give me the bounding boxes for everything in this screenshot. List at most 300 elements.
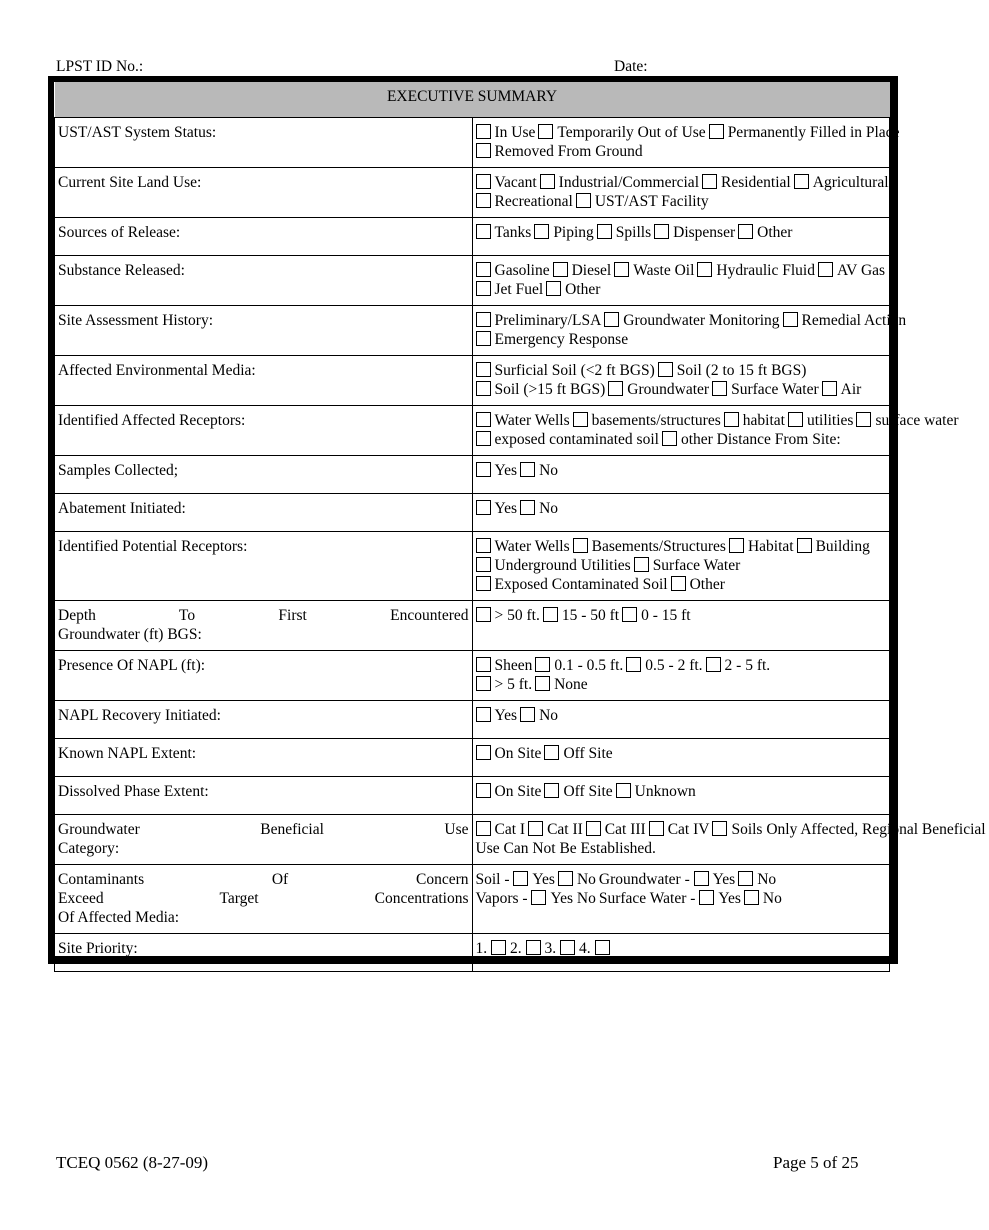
checkbox-option[interactable]: [531, 890, 595, 907]
option-label: Soils Only Affected, Regional Beneficial: [731, 821, 986, 838]
checkbox-option[interactable]: [476, 362, 655, 379]
row-label: [55, 651, 473, 701]
row-label: [55, 865, 473, 934]
checkbox[interactable]: [626, 657, 641, 672]
row-options: [472, 815, 986, 865]
form-row: [55, 494, 890, 532]
priority-checkbox[interactable]: [595, 940, 610, 955]
checkbox-option[interactable]: [476, 174, 537, 191]
checkbox[interactable]: [476, 281, 491, 296]
row-options: [472, 356, 890, 406]
row-label: [55, 934, 473, 972]
checkbox-option[interactable]: [788, 412, 854, 429]
checkbox[interactable]: [608, 381, 623, 396]
option-line: [476, 330, 887, 349]
checkbox[interactable]: [476, 607, 491, 622]
option-label: Remedial Action: [801, 312, 907, 329]
checkbox[interactable]: [531, 890, 546, 905]
form-row: [55, 815, 890, 865]
checkbox-option[interactable]: [558, 871, 596, 888]
option-line: [476, 820, 986, 839]
checkbox-option[interactable]: [528, 821, 583, 838]
checkbox[interactable]: [671, 576, 686, 591]
checkbox-option[interactable]: [697, 262, 815, 279]
checkbox[interactable]: [794, 174, 809, 189]
checkbox-option[interactable]: [616, 783, 696, 800]
checkbox-option[interactable]: [546, 281, 600, 298]
row-label-text: Dissolved Phase Extent:: [58, 783, 209, 800]
checkbox-option[interactable]: [534, 224, 593, 241]
option-line: [476, 280, 887, 299]
checkbox[interactable]: [476, 557, 491, 572]
option-line: [476, 461, 887, 480]
row-options: [472, 532, 890, 601]
checkbox-option[interactable]: [476, 262, 550, 279]
row-label: [55, 532, 473, 601]
checkbox-option[interactable]: [476, 607, 540, 624]
checkbox-option[interactable]: [476, 281, 544, 298]
form-row: [55, 651, 890, 701]
option-label: Groundwater Monitoring: [623, 312, 780, 329]
row-label-text: Site Priority:: [58, 940, 138, 957]
checkbox[interactable]: [476, 412, 491, 427]
checkbox-option[interactable]: [783, 312, 907, 329]
option-label: Cat IV: [667, 821, 710, 838]
checkbox[interactable]: [822, 381, 837, 396]
option-label: No: [576, 871, 596, 888]
option-label: Underground Utilities: [494, 557, 631, 574]
row-label-text: Identified Potential Receptors:: [58, 538, 248, 555]
checkbox[interactable]: [658, 362, 673, 377]
checkbox[interactable]: [724, 412, 739, 427]
option-label: Other: [757, 224, 793, 241]
checkbox-option[interactable]: [576, 193, 709, 210]
row-label: [55, 406, 473, 456]
row-label-text: Identified Affected Receptors:: [58, 412, 246, 429]
option-label: Dispenser: [673, 224, 736, 241]
option-label: No: [762, 890, 782, 907]
row-label-text: Abatement Initiated:: [58, 500, 186, 517]
checkbox-option[interactable]: [476, 538, 570, 555]
option-line: [476, 656, 887, 675]
checkbox[interactable]: [702, 174, 717, 189]
checkbox[interactable]: [856, 412, 871, 427]
option-label: Off Site: [563, 745, 613, 762]
option-label: Surficial Soil (<2 ft BGS): [494, 362, 655, 379]
row-options: [472, 218, 890, 256]
checkbox-option[interactable]: [476, 381, 606, 398]
checkbox[interactable]: [544, 783, 559, 798]
checkbox-option[interactable]: [699, 890, 741, 907]
checkbox-option[interactable]: [476, 331, 629, 348]
checkbox-option[interactable]: [694, 871, 736, 888]
option-line: [476, 311, 907, 330]
option-line: [476, 430, 887, 449]
row-label-text: Sources of Release:: [58, 224, 181, 241]
checkbox-option[interactable]: [520, 462, 558, 479]
checkbox-option[interactable]: [535, 657, 623, 674]
option-line: [476, 173, 887, 192]
option-label: No: [757, 871, 777, 888]
form-row: [55, 118, 890, 168]
option-label: Agricultural: [812, 174, 889, 191]
checkbox[interactable]: [614, 262, 629, 277]
checkbox[interactable]: [476, 174, 491, 189]
checkbox[interactable]: [697, 262, 712, 277]
checkbox-option[interactable]: [671, 576, 725, 593]
row-options: [472, 934, 890, 972]
option-label: Yes: [494, 500, 518, 517]
soil-label: Soil -: [475, 871, 510, 888]
checkbox[interactable]: [538, 124, 553, 139]
row-label-text: Known NAPL Extent:: [58, 745, 197, 762]
checkbox-option[interactable]: [538, 124, 705, 141]
checkbox[interactable]: [558, 871, 573, 886]
form-row: [55, 739, 890, 777]
checkbox[interactable]: [597, 224, 612, 239]
row-label-text: Samples Collected;: [58, 462, 179, 479]
row-label-text: Exceed Target Concentrations: [58, 890, 469, 907]
row-label: [55, 218, 473, 256]
checkbox[interactable]: [706, 657, 721, 672]
checkbox[interactable]: [520, 707, 535, 722]
option-line: [476, 261, 887, 280]
option-label: Removed From Ground: [494, 143, 643, 160]
form-row: [55, 168, 890, 218]
checkbox[interactable]: [604, 312, 619, 327]
checkbox[interactable]: [797, 538, 812, 553]
form-row: [55, 934, 890, 972]
checkbox-option[interactable]: [476, 412, 570, 429]
row-options: [472, 601, 890, 651]
option-label: Other: [689, 576, 725, 593]
option-label: On Site: [494, 745, 542, 762]
row-label-text: Contaminants Of Concern: [58, 871, 469, 888]
option-line: [476, 706, 887, 725]
checkbox[interactable]: [476, 657, 491, 672]
row-label: [55, 306, 473, 356]
checkbox-option[interactable]: [520, 707, 558, 724]
checkbox[interactable]: [788, 412, 803, 427]
checkbox-option[interactable]: [573, 538, 726, 555]
option-label: Groundwater: [627, 381, 710, 398]
row-options: [472, 118, 900, 168]
priority-number: 2.: [510, 940, 522, 957]
priority-checkbox[interactable]: [491, 940, 506, 955]
option-label: Unknown: [634, 783, 696, 800]
row-options: [472, 494, 890, 532]
checkbox-option[interactable]: [476, 707, 518, 724]
section-title: EXECUTIVE SUMMARY: [55, 82, 890, 118]
checkbox-option[interactable]: [476, 821, 526, 838]
checkbox-option[interactable]: [476, 312, 602, 329]
checkbox-option[interactable]: [626, 657, 702, 674]
checkbox-option[interactable]: [702, 174, 791, 191]
option-label: Tanks: [494, 224, 532, 241]
option-label: Water Wells: [494, 538, 570, 555]
checkbox-option[interactable]: [535, 676, 588, 693]
checkbox-option[interactable]: [476, 143, 643, 160]
option-line: [476, 675, 887, 694]
row-label: [55, 739, 473, 777]
checkbox[interactable]: [662, 431, 677, 446]
form-row: [55, 456, 890, 494]
option-label: Surface Water: [731, 381, 819, 398]
checkbox-option[interactable]: [553, 262, 612, 279]
option-label: Habitat: [747, 538, 794, 555]
checkbox-option[interactable]: [586, 821, 646, 838]
option-label: Building: [815, 538, 870, 555]
checkbox[interactable]: [576, 193, 591, 208]
checkbox-option[interactable]: [738, 871, 776, 888]
checkbox[interactable]: [476, 745, 491, 760]
option-label: Air: [840, 381, 862, 398]
form-row: [55, 306, 890, 356]
date-label: Date:: [614, 58, 648, 75]
checkbox[interactable]: [712, 821, 727, 836]
checkbox-option[interactable]: [856, 412, 958, 429]
option-line: [476, 575, 887, 594]
checkbox-option[interactable]: [744, 890, 782, 907]
option-label: other Distance From Site:: [680, 431, 841, 448]
row-label-text: Of Affected Media:: [58, 909, 180, 926]
checkbox-option[interactable]: [712, 821, 985, 838]
checkbox-option[interactable]: [476, 576, 668, 593]
row-label: [55, 256, 473, 306]
option-label: Other: [565, 281, 601, 298]
checkbox-option[interactable]: [712, 381, 819, 398]
option-label: Preliminary/LSA: [494, 312, 602, 329]
row-label: [55, 168, 473, 218]
checkbox-option[interactable]: [729, 538, 794, 555]
option-label: 0 - 15 ft: [641, 607, 691, 624]
checkbox-option[interactable]: [608, 381, 709, 398]
checkbox[interactable]: [709, 124, 724, 139]
checkbox[interactable]: [573, 412, 588, 427]
checkbox[interactable]: [476, 362, 491, 377]
checkbox[interactable]: [699, 890, 714, 905]
option-label: Industrial/Commercial: [558, 174, 699, 191]
checkbox[interactable]: [649, 821, 664, 836]
option-label: Piping: [553, 224, 594, 241]
checkbox-option[interactable]: [709, 124, 900, 141]
executive-summary-table-wrap: [53, 81, 986, 957]
option-label: Yes: [532, 871, 555, 888]
checkbox[interactable]: [553, 262, 568, 277]
checkbox-option[interactable]: [476, 500, 518, 517]
option-label: Sheen: [494, 657, 533, 674]
option-label: Residential: [721, 174, 791, 191]
option-label: UST/AST Facility: [594, 193, 709, 210]
checkbox-option[interactable]: [476, 657, 533, 674]
checkbox-option[interactable]: [649, 821, 710, 838]
checkbox[interactable]: [573, 538, 588, 553]
option-label: habitat: [742, 412, 785, 429]
option-label: Yes: [494, 462, 518, 479]
row-options: [472, 256, 890, 306]
row-options: [472, 168, 890, 218]
option-label: 2 - 5 ft.: [724, 657, 771, 674]
checkbox[interactable]: [476, 707, 491, 722]
checkbox[interactable]: [476, 312, 491, 327]
checkbox[interactable]: [476, 462, 491, 477]
option-line: [476, 870, 887, 889]
checkbox[interactable]: [534, 224, 549, 239]
checkbox[interactable]: [744, 890, 759, 905]
row-label: [55, 494, 473, 532]
option-label: Temporarily Out of Use: [557, 124, 706, 141]
checkbox[interactable]: [729, 538, 744, 553]
row-options: [472, 777, 890, 815]
checkbox[interactable]: [546, 281, 561, 296]
row-label-text: Presence Of NAPL (ft):: [58, 657, 206, 674]
checkbox-option[interactable]: [540, 174, 699, 191]
checkbox-option[interactable]: [544, 745, 612, 762]
checkbox[interactable]: [476, 262, 491, 277]
checkbox[interactable]: [476, 224, 491, 239]
checkbox-option[interactable]: [573, 412, 721, 429]
option-line: [476, 192, 887, 211]
checkbox[interactable]: [476, 676, 491, 691]
checkbox-option[interactable]: [476, 462, 518, 479]
row-label-text: Substance Released:: [58, 262, 185, 279]
checkbox-option[interactable]: [634, 557, 741, 574]
checkbox[interactable]: [694, 871, 709, 886]
checkbox-option[interactable]: [476, 431, 659, 448]
checkbox[interactable]: [783, 312, 798, 327]
checkbox-option[interactable]: [476, 124, 536, 141]
option-line: [476, 123, 900, 142]
form-row: [55, 406, 890, 456]
option-label: Yes: [712, 871, 736, 888]
checkbox[interactable]: [520, 500, 535, 515]
checkbox[interactable]: [544, 745, 559, 760]
checkbox-option[interactable]: [604, 312, 779, 329]
checkbox[interactable]: [476, 331, 491, 346]
option-label: Waste Oil: [633, 262, 695, 279]
checkbox-option[interactable]: [544, 783, 612, 800]
form-row: [55, 701, 890, 739]
checkbox-option[interactable]: [476, 193, 573, 210]
checkbox[interactable]: [712, 381, 727, 396]
checkbox[interactable]: [476, 124, 491, 139]
checkbox-option[interactable]: [476, 676, 533, 693]
form-row: [55, 256, 890, 306]
option-label: basements/structures: [591, 412, 721, 429]
option-line: [476, 361, 887, 380]
checkbox-option[interactable]: [797, 538, 870, 555]
priority-checkbox[interactable]: [526, 940, 541, 955]
checkbox[interactable]: [634, 557, 649, 572]
checkbox[interactable]: [586, 821, 601, 836]
checkbox-option[interactable]: [738, 224, 792, 241]
option-label: 0.1 - 0.5 ft.: [554, 657, 624, 674]
checkbox[interactable]: [738, 871, 753, 886]
checkbox-option[interactable]: [654, 224, 735, 241]
priority-checkbox[interactable]: [560, 940, 575, 955]
option-line: [476, 142, 887, 161]
checkbox-option[interactable]: [818, 262, 885, 279]
option-label: No: [539, 500, 559, 517]
checkbox[interactable]: [535, 676, 550, 691]
checkbox-option[interactable]: [614, 262, 694, 279]
option-label: Vacant: [494, 174, 537, 191]
checkbox[interactable]: [476, 821, 491, 836]
option-continuation: Use Can Not Be Established.: [475, 840, 656, 857]
checkbox-option[interactable]: [597, 224, 651, 241]
form-row: [55, 218, 890, 256]
row-label-text: Site Assessment History:: [58, 312, 214, 329]
checkbox[interactable]: [476, 500, 491, 515]
checkbox[interactable]: [654, 224, 669, 239]
option-label: surface water: [875, 412, 959, 429]
option-label: No: [539, 462, 559, 479]
checkbox[interactable]: [622, 607, 637, 622]
checkbox-option[interactable]: [794, 174, 889, 191]
option-line: [476, 606, 887, 625]
option-label: Permanently Filled in Place: [727, 124, 900, 141]
checkbox[interactable]: [476, 143, 491, 158]
option-label: Recreational: [494, 193, 573, 210]
checkbox[interactable]: [476, 381, 491, 396]
checkbox-option[interactable]: [476, 224, 532, 241]
checkbox[interactable]: [513, 871, 528, 886]
row-options: [472, 865, 890, 934]
row-options: [472, 701, 890, 739]
checkbox[interactable]: [528, 821, 543, 836]
option-line: [476, 537, 887, 556]
row-options: [472, 306, 907, 356]
checkbox-option[interactable]: [622, 607, 691, 624]
checkbox-option[interactable]: [543, 607, 619, 624]
option-label: Off Site: [563, 783, 613, 800]
checkbox[interactable]: [738, 224, 753, 239]
checkbox[interactable]: [476, 431, 491, 446]
checkbox-option[interactable]: [662, 431, 841, 448]
checkbox[interactable]: [616, 783, 631, 798]
checkbox-option[interactable]: [822, 381, 862, 398]
checkbox[interactable]: [476, 576, 491, 591]
checkbox-option[interactable]: [513, 871, 555, 888]
row-label-text: Affected Environmental Media:: [58, 362, 256, 379]
checkbox[interactable]: [476, 538, 491, 553]
option-label: Yes: [718, 890, 741, 907]
option-label: Yes: [494, 707, 518, 724]
checkbox[interactable]: [818, 262, 833, 277]
option-label: Spills: [615, 224, 652, 241]
checkbox[interactable]: [543, 607, 558, 622]
checkbox-option[interactable]: [476, 783, 542, 800]
checkbox-option[interactable]: [658, 362, 807, 379]
option-line: [476, 223, 887, 242]
checkbox[interactable]: [540, 174, 555, 189]
option-line: [476, 411, 959, 430]
checkbox-option[interactable]: [520, 500, 558, 517]
row-label: [55, 601, 473, 651]
checkbox[interactable]: [520, 462, 535, 477]
checkbox[interactable]: [476, 193, 491, 208]
form-row: [55, 532, 890, 601]
option-line: [476, 889, 887, 908]
checkbox-option[interactable]: [476, 557, 631, 574]
checkbox-option[interactable]: [476, 745, 542, 762]
checkbox-option[interactable]: [706, 657, 771, 674]
checkbox-option[interactable]: [724, 412, 785, 429]
checkbox[interactable]: [476, 783, 491, 798]
option-line: [476, 939, 887, 958]
checkbox[interactable]: [535, 657, 550, 672]
option-label: 15 - 50 ft: [561, 607, 620, 624]
